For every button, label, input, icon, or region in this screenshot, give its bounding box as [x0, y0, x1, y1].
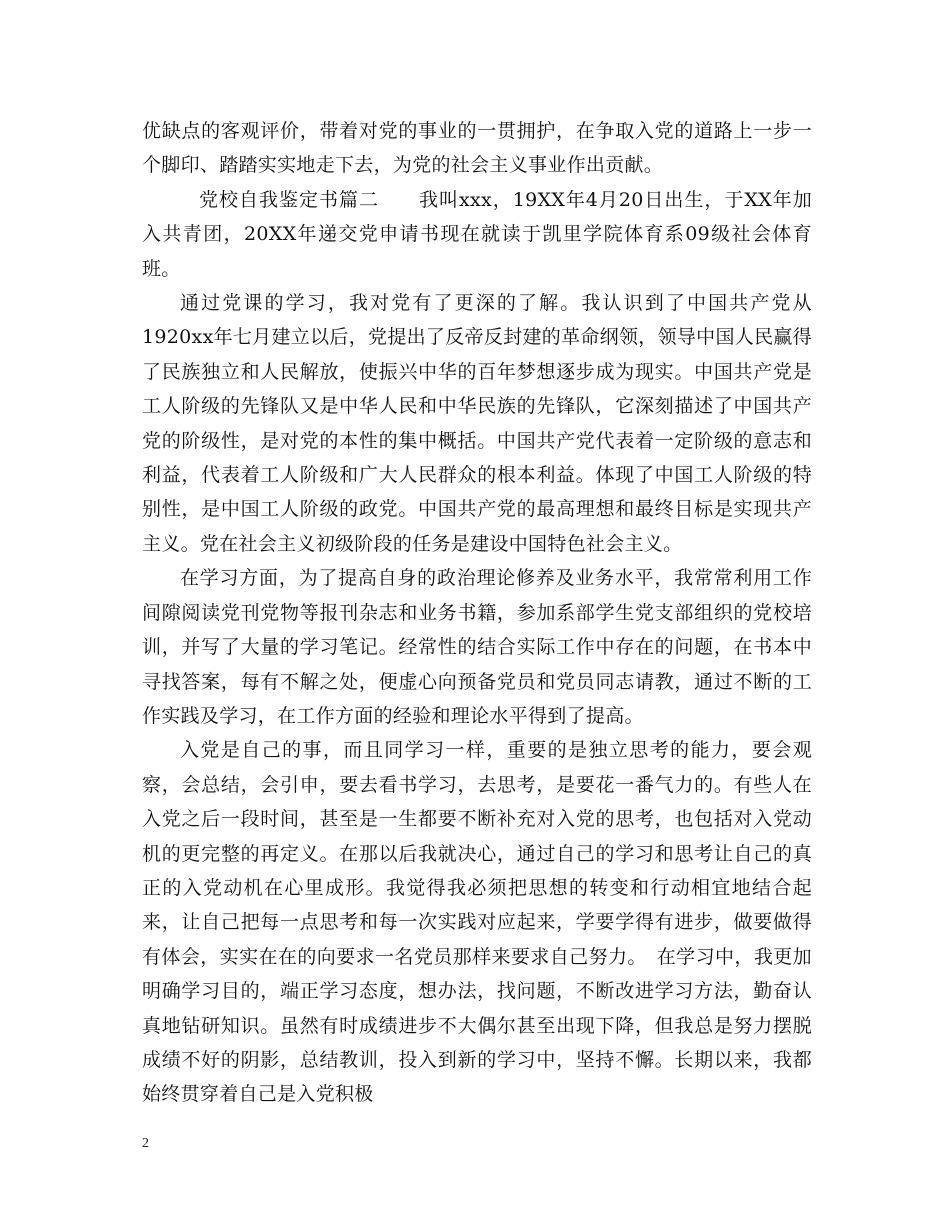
paragraph-continuation: 优缺点的客观评价，带着对党的事业的一贯拥护，在争取入党的道路上一步一个脚印、踏踏实实地走下去，为党的社会主义事业作出贡献。: [142, 120, 812, 177]
paragraph-study: 在学习方面，为了提高自身的政治理论修养及业务水平，我常常利用工作间隙阅读党刊党物等报刊杂志和业务书籍，参加系部学生党支部组织的党校培训，并写了大量的学习笔记。经常性的结合实际工作中存在的问题，在书本中寻找答案，每有不解之处，便虚心向预备党员和党员同志请教，通过不断的工作实践及学习，在工作方面的经验和理论水平得到了提高。: [142, 567, 812, 727]
paragraph-joining-party: 入党是自己的事，而且同学习一样，重要的是独立思考的能力，要会观察，会总结，会引申，要去看书学习，去思考，是要花一番气力的。有些人在入党之后一段时间，甚至是一生都要不断补充对入党的思考，也包括对入党动机的更完整的再定义。在那以后我就决心，通过自己的学习和思考让自己的真正的入党动机在心里成形。我觉得我必须把思想的转变和行动相宜地结合起来，让自己把每一点思考和每一次实践对应起来，学要学得有进步，做要做得有体会，实实在在的向要求一名党员那样来要求自己努力。 在学习中，我更加明确学习目的，端正学习态度，想办法，找问题，不断改进学习方法，勤奋认真地钻研知识。虽然有时成绩进步不大偶尔甚至出现下降，但我总是努力摆脱成绩不好的阴影，总结教训，投入到新的学习中，坚持不懈。长期以来，我都始终贯穿着自己是入党积极: [142, 739, 812, 1106]
paragraph-party-course: 通过党课的学习，我对党有了更深的了解。我认识到了中国共产党从1920xx年七月建立以后，党提出了反帝反封建的革命纲领，领导中国人民赢得了民族独立和人民解放，使振兴中华的百年梦想逐步成为现实。中国共产党是工人阶级的先锋队又是中华人民和中华民族的先锋队，它深刻描述了中国共产党的阶级性，是对党的本性的集中概括。中国共产党代表着一定阶级的意志和利益，代表着工人阶级和广大人民群众的根本利益。体现了中国工人阶级的特别性，是中国工人阶级的政党。中国共产党的最高理想和最终目标是实现共产主义。党在社会主义初级阶段的任务是建设中国特色社会主义。: [142, 292, 812, 555]
paragraph-section-two-intro: [142, 183, 812, 286]
document-body: [142, 114, 812, 1112]
page-number: 2: [142, 1136, 149, 1151]
section-two-text: 党校自我鉴定书篇二 我叫xxx，19XX年4月20日出生，于XX年加入共青团，20XX年递交党申请书现在就读于凯里学院体育系09级社会体育班。: [142, 188, 812, 280]
